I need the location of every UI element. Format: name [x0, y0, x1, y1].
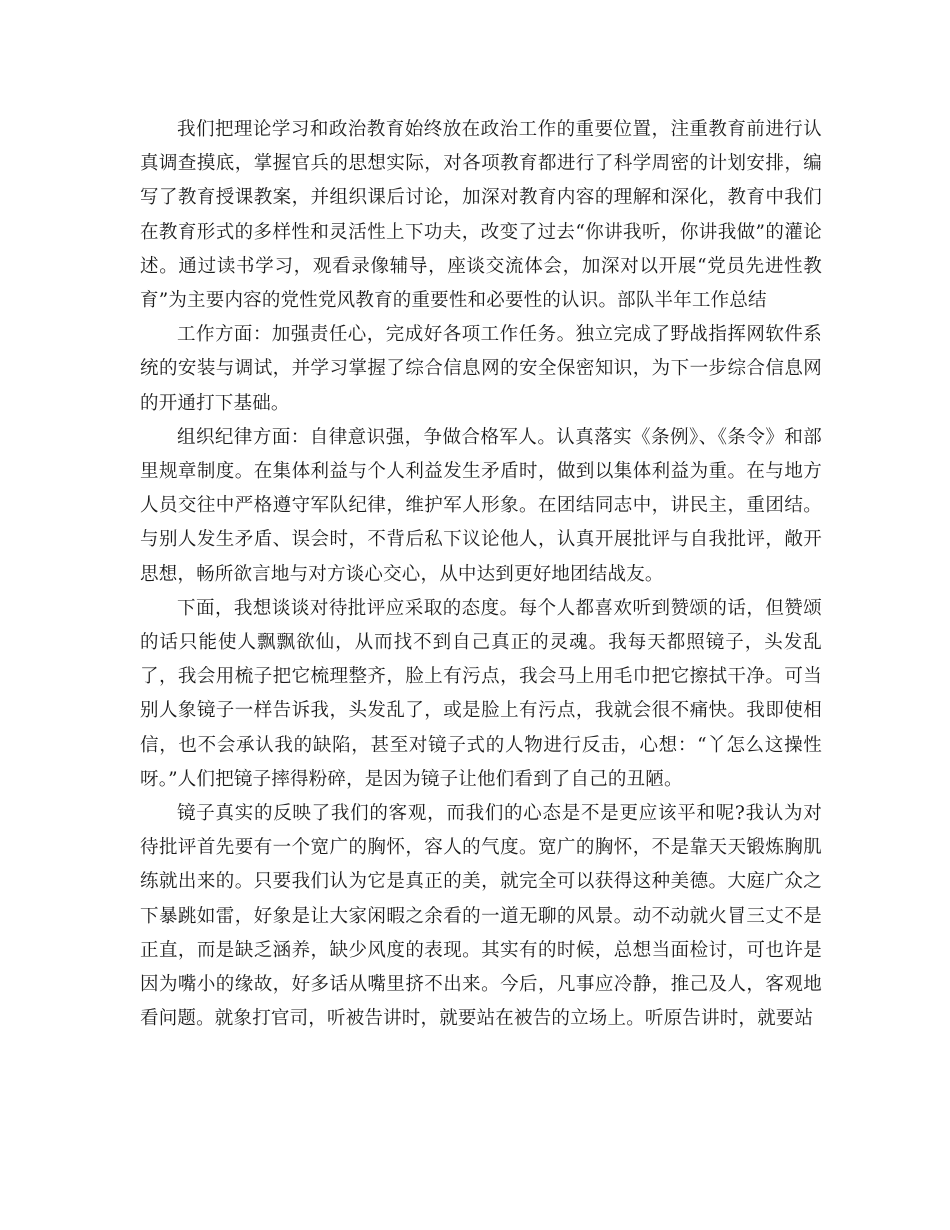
paragraph-discipline-aspect: 组织纪律方面：自律意识强，争做合格军人。认真落实《条例》、《条令》和部里规章制度。在集体利益与个人利益发生矛盾时，做到以集体利益为重。在与地方人员交往中严格遵守军队纪律，维护军人形象。在团结同志中，讲民主，重团结。与别人发生矛盾、误会时，不背后私下议论他人，认真开展批评与自我批评，敞开思想，畅所欲言地与对方谈心交心，从中达到更好地团结战友。 — [140, 426, 822, 585]
paragraph-work-aspect: 工作方面：加强责任心，完成好各项工作任务。独立完成了野战指挥网软件系统的安装与调试，并学习掌握了综合信息网的安全保密知识，为下一步综合信息网的开通打下基础。 — [140, 324, 822, 414]
document-body — [140, 113, 822, 1036]
paragraph-attitude-to-criticism: 下面，我想谈谈对待批评应采取的态度。每个人都喜欢听到赞颂的话，但赞颂的话只能使人飘飘欲仙，从而找不到自己真正的灵魂。我每天都照镜子，头发乱了，我会用梳子把它梳理整齐，脸上有污点，我会马上用毛巾把它擦拭干净。可当别人象镜子一样告诉我，头发乱了，或是脸上有污点，我就会很不痛快。我即使相信，也不会承认我的缺陷，甚至对镜子式的人物进行反击，心想：“丫怎么这操性呀。”人们把镜子摔得粉碎，是因为镜子让他们看到了自己的丑陋。 — [140, 597, 822, 790]
paragraph-mirror-reflection: 镜子真实的反映了我们的客观，而我们的心态是不是更应该平和呢?我认为对待批评首先要有一个宽广的胸怀，容人的气度。宽广的胸怀，不是靠天天锻炼胸肌练就出来的。只要我们认为它是真正的美，就完全可以获得这种美德。大庭广众之下暴跳如雷，好象是让大家闲暇之余看的一道无聊的风景。动不动就火冒三丈不是正直，而是缺乏涵养，缺少风度的表现。其实有的时候，总想当面检讨，可也许是因为嘴小的缘故，好多话从嘴里挤不出来。今后，凡事应冷静，推己及人，客观地看问题。就象打官司，听被告讲时，就要站在被告的立场上。听原告讲时，就要站 — [140, 803, 822, 1030]
paragraph-theory-study: 我们把理论学习和政治教育始终放在政治工作的重要位置，注重教育前进行认真调查摸底，掌握官兵的思想实际，对各项教育都进行了科学周密的计划安排，编写了教育授课教案，并组织课后讨论，加深对教育内容的理解和深化，教育中我们在教育形式的多样性和灵活性上下功夫，改变了过去“你讲我听，你讲我做”的灌论述。通过读书学习，观看录像辅导，座谈交流体会，加深对以开展“党员先进性教育”为主要内容的党性党风教育的重要性和必要性的认识。部队半年工作总结 — [140, 119, 822, 312]
